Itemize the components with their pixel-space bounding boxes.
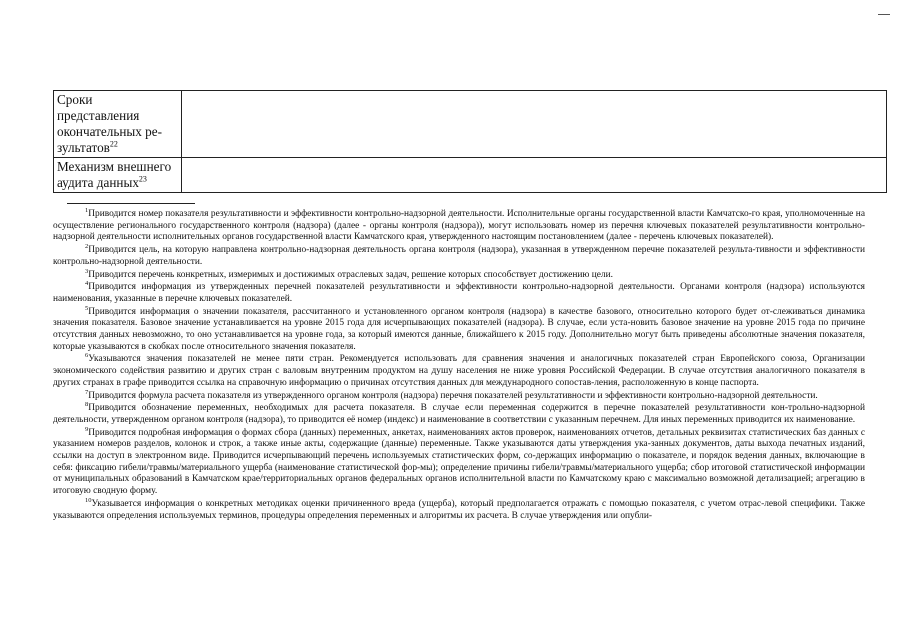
footnote-number: 9 — [85, 425, 89, 433]
footnote — [53, 425, 865, 498]
row-label-cell — [54, 91, 182, 158]
footnote-text: Приводится цель, на которую направлена контрольно-надзорная деятельность органа контроля (надзора), указанная в утвержденном перечне показателей результа-тивности и эффективности контрольно-надзорной деятельности. — [53, 245, 865, 267]
footnote-number: 5 — [85, 304, 89, 312]
footnotes — [53, 206, 865, 522]
footnote-separator — [67, 203, 195, 204]
footnote — [53, 242, 865, 268]
footnote-number: 8 — [85, 401, 89, 409]
footnote-text: Приводится подробная информация о формах сбора (данных) переменных, анкетах, наименованиях актов проверок, наименованиях отчетов, детальных реквизитах статистических баз данных с указанием номеров разделов, колонок и строк, а также иные акты, содержащие (данные) переменные. Также указываются даты утверждения ука-занных документов, даты выхода печатных изданий, ссылки на доступ в электронном виде. Приводится исчерпывающий перечень используемых статистических форм, со-держащих информацию о показателе, и порядок ведения данных, включающие в себя: фиксацию гибели/травмы/материального ущерба (наименование статистической фор-мы); определение причины гибели/травмы/материального ущерба; сбор итоговой статистической информации от муниципальных образований в Камчатском крае/территориальных органов федеральных органов исполнительной власти по Камчатскому краю с максимально возможной детализацией; агрегацию в итоговую сводную форму. — [53, 427, 865, 497]
scan-mark — [878, 14, 890, 15]
footnote-number: 1 — [85, 206, 89, 214]
row-label: Сроки представления окончательных ре-зультатов — [57, 92, 162, 155]
footnote-number: 6 — [85, 352, 89, 360]
footnote-number: 10 — [85, 496, 92, 504]
footnote — [53, 388, 865, 403]
footnote-text: Приводится перечень конкретных, измеримых и достижимых отраслевых задач, решение которых способствует достижению цели. — [88, 269, 613, 280]
footnote-ref: 22 — [109, 139, 118, 149]
row-value-cell — [182, 91, 887, 158]
row-value-cell — [182, 158, 887, 193]
footnote — [53, 403, 865, 426]
footnote — [53, 206, 865, 244]
footnote-text: Указываются значения показателей не менее пяти стран. Рекомендуется использовать для сравнения значения и аналогичных показателей стран Европейского союза, Организации экономического содействия развитию и других стран с валовым внутренним продуктом на душу населения не ниже уровня Российской Федерации. В случае отсутствия аналогичного показателя в других странах в графе приводится ссылка на справочную информацию о причинах отсутствия данных для международного сопостав-ления, расположенную в конце паспорта. — [53, 354, 865, 388]
footnote-text: Приводится номер показателя результативности и эффективности контрольно-надзорной деятельности. Исполнительные органы государственной власти Камчатско-го края, уполномоченные на осуществление регионального государственного контроля (надзора) (далее - органы контроля (надзора)), могут использовать номер из перечня ключевых показателей результативности контрольно-надзорной деятельности исполнительных органов государственной власти Камчатского края, утвержденного настоящим постановлением (далее - перечень ключевых показателей). — [53, 209, 865, 243]
passport-table — [53, 90, 887, 193]
footnote-text: Указывается информация о конкретных методиках оценки причиненного вреда (ущерба), который предполагается отражать с помощью показателя, с учетом отрас-левой специфики. Также указываются определения используемых терминов, процедуры определения переменных и алгоритмы их расчета. В случае утверждения или опубли- — [53, 498, 865, 521]
footnote-text: Приводится обозначение переменных, необходимых для расчета показателя. В случае если переменная содержится в перечне показателей результативности кон-трольно-надзорной деятельности, утвержденном органом контроля (надзора), то приводится её номер (индекс) и наименование в соответствии с указанным перечнем. Для иных переменных приводится их наименование. — [53, 403, 865, 425]
footnote-number: 2 — [85, 242, 89, 250]
row-label: Механизм внешнего аудита данных — [57, 159, 172, 190]
footnote-text: Приводится информация из утвержденных перечней показателей результативности и эффективности контрольно-надзорной деятельности. Органами контроля (надзора) используются наименования, указанные в перечне ключевых показателей. — [53, 282, 865, 304]
footnote-ref: 23 — [138, 174, 147, 184]
footnote — [53, 282, 865, 305]
footnote — [53, 267, 865, 282]
row-label-cell — [54, 158, 182, 193]
footnote-number: 3 — [85, 267, 89, 275]
table-row — [54, 158, 887, 193]
footnote-text: Приводится информация о значении показателя, рассчитанного и установленного органом контроля (надзора) в качестве базового, относительно которого будет от-слеживаться динамика значения показателя. Базовое значение устанавливается на уровне 2015 года для исчерпывающих показателей (надзора). В случае, если уста-новить базовое значение на уровне 2015 года по причине отсутствия данных невозможно, то оно устанавливается на уровне года, за который имеются данные, ближайшего к 2015 году. Дополнительно могут быть приведены абсолютные значения показателя, которые указываются в скобках после относительного значения показателя. — [53, 306, 865, 352]
table-row — [54, 91, 887, 158]
footnote-number: 7 — [85, 388, 89, 396]
footnote — [53, 304, 865, 354]
footnote — [53, 496, 865, 522]
footnote-text: Приводится формула расчета показателя из утвержденного органом контроля (надзора) перечня показателей результативности и эффективности контрольно-надзорной деятельности. — [88, 390, 818, 401]
footnote — [53, 354, 865, 389]
footnote-number: 4 — [85, 280, 89, 288]
